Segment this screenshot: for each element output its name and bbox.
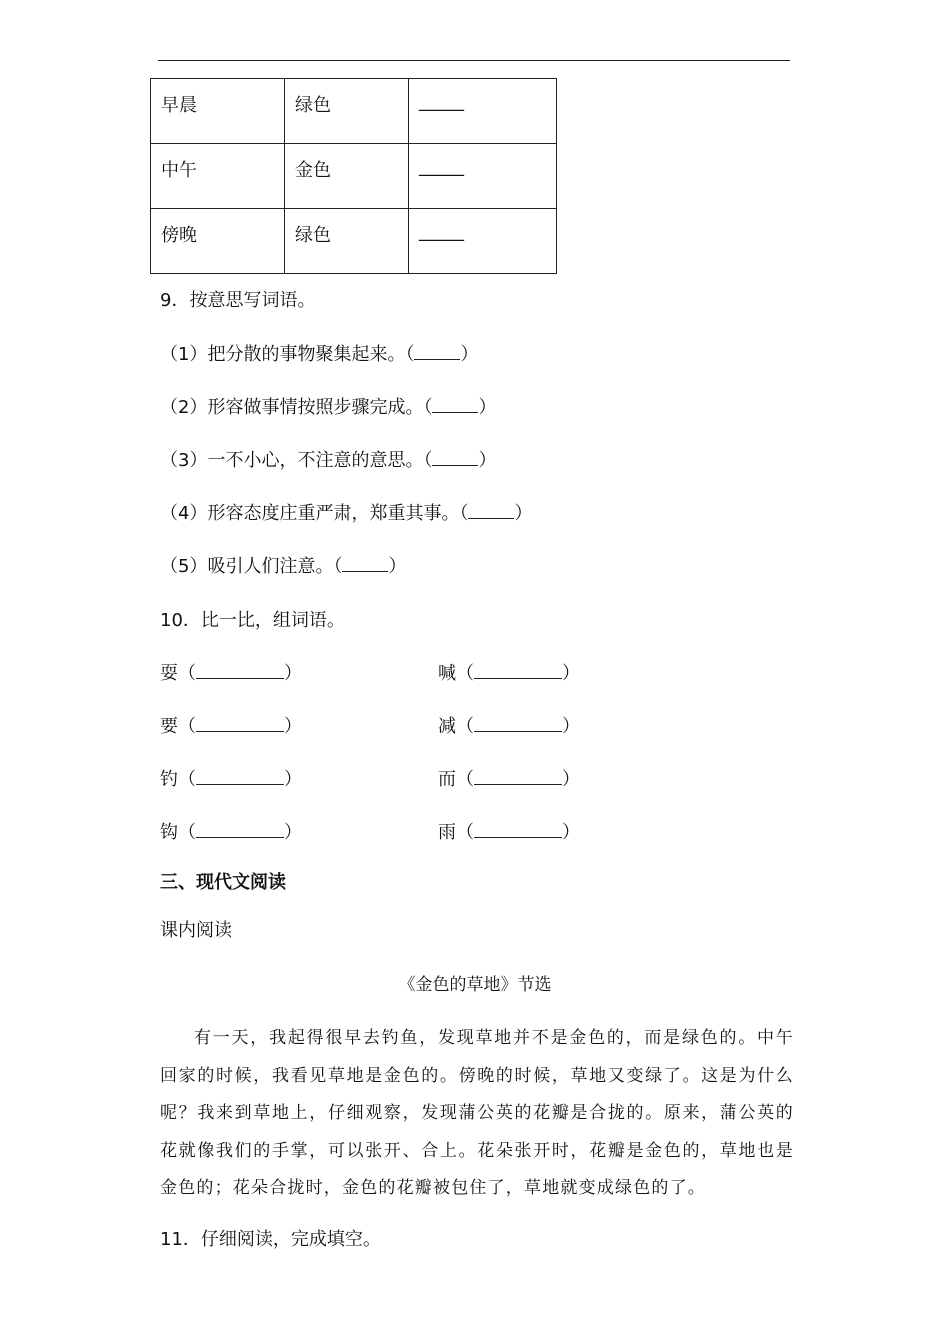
answer-blank[interactable] [432,451,478,466]
q9-item-text: （5）吸引人们注意。（ [160,556,343,577]
open-paren: （ [456,769,474,790]
close-paren: ） [562,822,580,843]
answer-blank[interactable] [474,770,562,785]
color-cell: 金色 [285,144,409,209]
close-paren: ） [284,663,302,684]
answer-blank[interactable] [196,770,284,785]
q9-title: 9．按意思写词语。 [160,290,316,311]
observation-table [150,78,557,274]
answer-blank[interactable] [474,664,562,679]
word-pair-right [438,818,580,844]
close-paren: ） [478,397,497,418]
color-cell: 绿色 [285,79,409,144]
q11-title: 11．仔细阅读，完成填空。 [160,1229,381,1250]
answer-blank[interactable]: _____ [409,144,557,209]
character: 喊 [438,663,456,684]
time-cell: 傍晚 [151,209,285,274]
q9-item-text: （4）形容态度庄重严肃，郑重其事。（ [160,503,469,524]
close-paren: ） [478,450,497,471]
color-cell: 绿色 [285,209,409,274]
word-pair-left [160,765,302,791]
answer-blank[interactable] [414,345,460,360]
open-paren: （ [456,822,474,843]
q10-title: 10．比一比，组词语。 [160,610,345,631]
open-paren: （ [178,663,196,684]
q9-item [160,446,496,472]
open-paren: （ [456,716,474,737]
character: 钓 [160,769,178,790]
q9-item-text: （1）把分散的事物聚集起来。（ [160,344,415,365]
answer-blank[interactable] [432,398,478,413]
character: 耍 [160,663,178,684]
time-cell: 中午 [151,144,285,209]
answer-blank[interactable] [468,504,514,519]
answer-blank[interactable] [474,823,562,838]
article-title: 《金色的草地》节选 [398,975,552,995]
section-subheading: 课内阅读 [160,920,232,941]
q9-item-text: （2）形容做事情按照步骤完成。（ [160,397,433,418]
close-paren: ） [284,822,302,843]
answer-blank[interactable] [196,664,284,679]
character: 钩 [160,822,178,843]
table-row [151,79,557,144]
open-paren: （ [456,663,474,684]
answer-blank[interactable] [474,717,562,732]
close-paren: ） [284,716,302,737]
character: 而 [438,769,456,790]
open-paren: （ [178,716,196,737]
time-cell: 早晨 [151,79,285,144]
close-paren: ） [562,716,580,737]
character: 减 [438,716,456,737]
header-rule [158,60,790,61]
close-paren: ） [284,769,302,790]
open-paren: （ [178,822,196,843]
q9-item [160,552,406,578]
table-row [151,209,557,274]
word-pair-right [438,712,580,738]
open-paren: （ [178,769,196,790]
character: 雨 [438,822,456,843]
answer-blank[interactable]: _____ [409,79,557,144]
answer-blank[interactable] [342,557,388,572]
close-paren: ） [388,556,407,577]
q9-item [160,340,478,366]
q9-item-text: （3）一不小心，不注意的意思。（ [160,450,433,471]
answer-blank[interactable]: _____ [409,209,557,274]
q9-item [160,393,496,419]
close-paren: ） [514,503,533,524]
word-pair-left [160,659,302,685]
answer-blank[interactable] [196,823,284,838]
character: 要 [160,716,178,737]
close-paren: ） [562,769,580,790]
q9-item [160,499,532,525]
answer-blank[interactable] [196,717,284,732]
close-paren: ） [562,663,580,684]
word-pair-right [438,659,580,685]
close-paren: ） [460,344,479,365]
word-pair-right [438,765,580,791]
table-row [151,144,557,209]
word-pair-left [160,818,302,844]
reading-passage: 有一天，我起得很早去钓鱼，发现草地并不是金色的，而是绿色的。中午回家的时候，我看见草地是金色的。傍晚的时候，草地又变绿了。这是为什么呢？我来到草地上，仔细观察，发现蒲公英的花瓣是合拢的。原来，蒲公英的花就像我们的手掌，可以张开、合上。花朵张开时，花瓣是金色的，草地也是金色的；花朵合拢时，金色的花瓣被包住了，草地就变成绿色的了。 [160,1028,794,1198]
word-pair-left [160,712,302,738]
section-heading: 三、现代文阅读 [160,872,286,893]
